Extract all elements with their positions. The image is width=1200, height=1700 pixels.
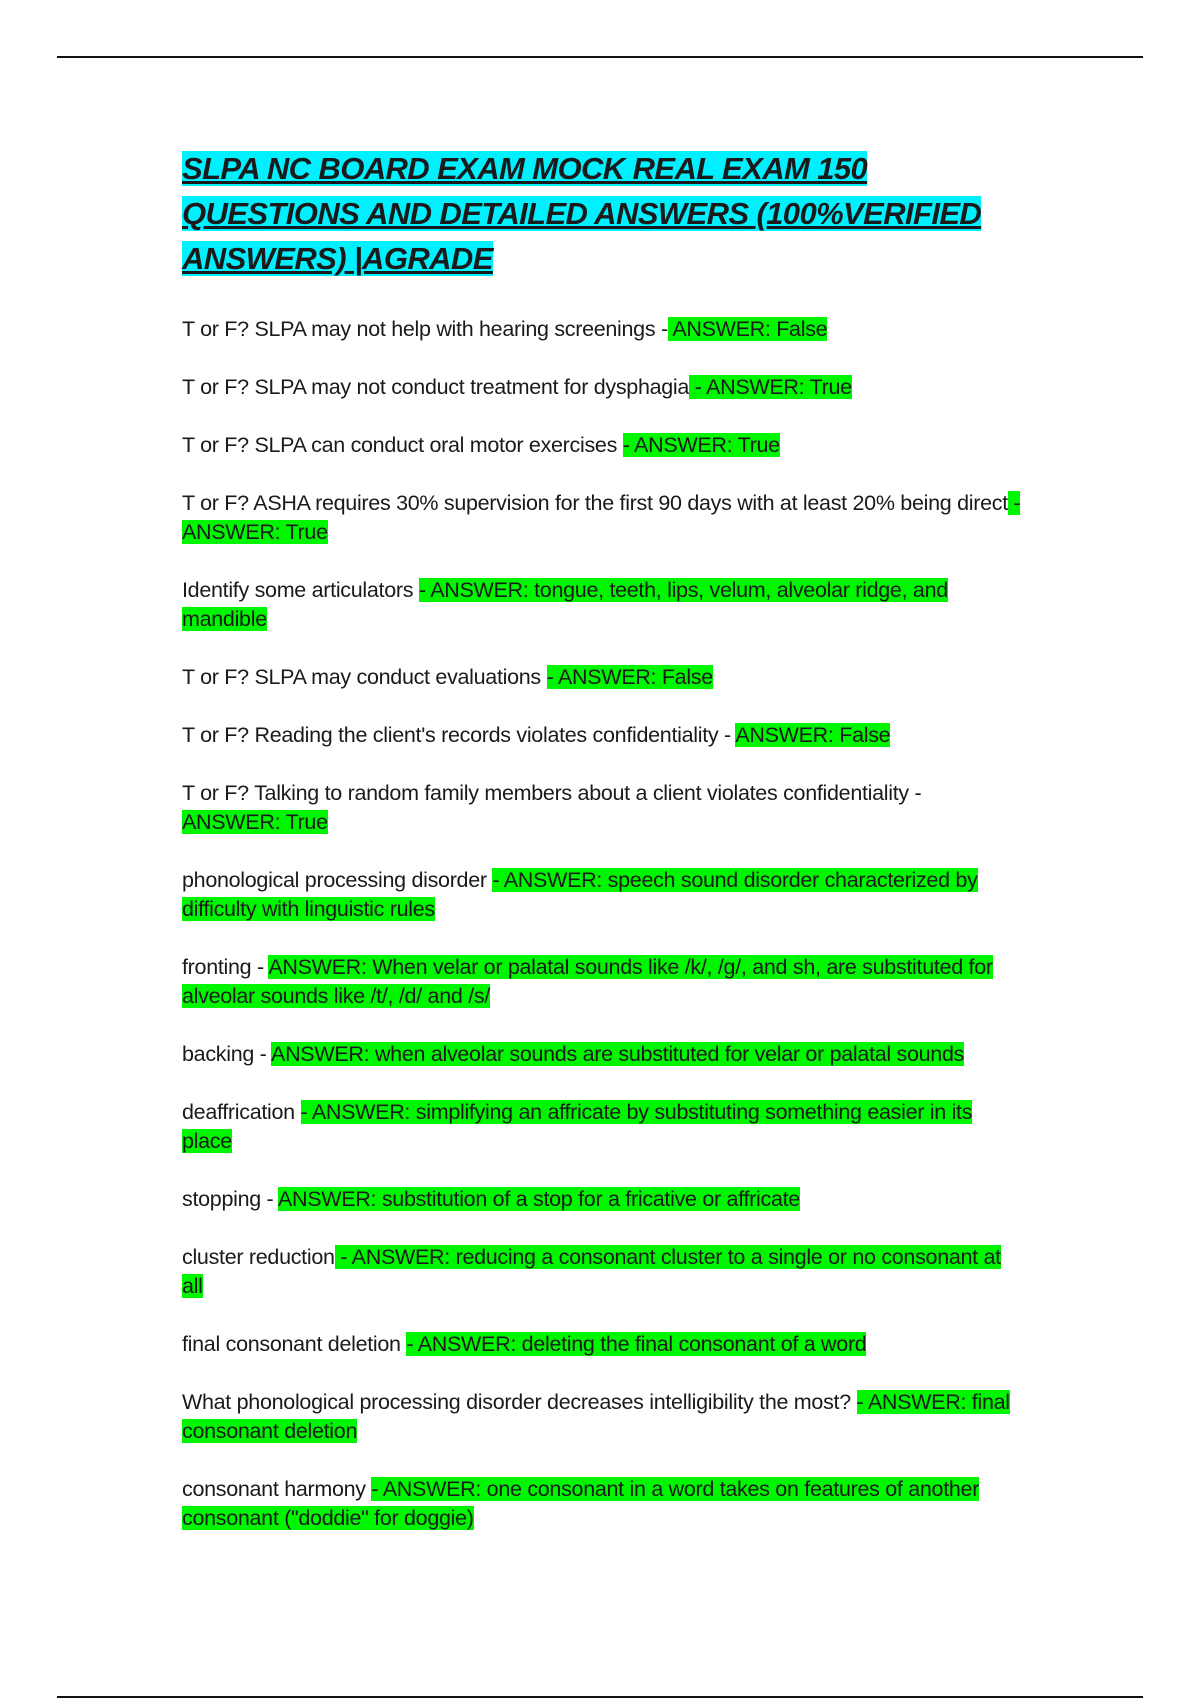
qa-item-13 [182,1185,1022,1214]
qa-item-8 [182,779,1022,837]
question-text: T or F? ASHA requires 30% supervision for the first 90 days with at least 20% being direct [182,491,1008,515]
question-text: backing - [182,1042,272,1066]
question-text: phonological processing disorder [182,868,493,892]
qa-item-11 [182,1040,1022,1069]
answer-text: ANSWER: when alveolar sounds are substituted for velar or palatal sounds [271,1042,965,1066]
qa-item-9 [182,866,1022,924]
answer-text: - ANSWER: reducing a consonant cluster to a single or no consonant at all [182,1245,1001,1298]
answer-text: ANSWER: False [667,317,828,341]
answer-text: ANSWER: False [735,723,891,747]
answer-text: - ANSWER: True [689,375,852,399]
qa-item-16 [182,1388,1022,1446]
question-text: T or F? Talking to random family members about a client violates confidentiality - [182,781,922,805]
title-highlight: SLPA NC BOARD EXAM MOCK REAL EXAM 150 QUESTIONS AND DETAILED ANSWERS (100%VERIFIED ANSWERS) |AGRADE [182,151,982,276]
answer-text: ANSWER: True [182,810,328,834]
question-text: T or F? SLPA can conduct oral motor exercises [182,433,623,457]
answer-text: ANSWER: When velar or palatal sounds like /k/, /g/, and sh, are substituted for alveolar sounds like /t/, /d/ and /s/ [182,955,993,1008]
qa-item-2 [182,373,1022,402]
answer-text: - ANSWER: True [622,433,780,457]
question-text: final consonant deletion [182,1332,407,1356]
qa-item-3 [182,431,1022,460]
document-body [182,146,1022,1562]
answer-text: - ANSWER: False [546,665,713,689]
question-text: deaffrication [182,1100,301,1124]
qa-item-4 [182,489,1022,547]
answer-text: - ANSWER: deleting the final consonant of a word [406,1332,867,1356]
qa-item-5 [182,576,1022,634]
qa-item-17 [182,1475,1022,1533]
question-text: cluster reduction [182,1245,335,1269]
answer-text: - ANSWER: one consonant in a word takes on features of another consonant ("doddie" for doggie) [182,1477,980,1530]
document-title [182,146,1022,281]
answer-text: - ANSWER: simplifying an affricate by substituting something easier in its place [182,1100,973,1153]
header-rule [57,56,1143,58]
question-text: T or F? SLPA may not help with hearing screenings - [182,317,668,341]
qa-item-15 [182,1330,1022,1359]
question-text: Identify some articulators [182,578,419,602]
question-text: consonant harmony [182,1477,372,1501]
qa-item-6 [182,663,1022,692]
qa-item-14 [182,1243,1022,1301]
footer-rule [57,1696,1143,1698]
question-text: What phonological processing disorder decreases intelligibility the most? [182,1390,857,1414]
question-text: T or F? SLPA may conduct evaluations [182,665,547,689]
qa-item-10 [182,953,1022,1011]
question-text: T or F? Reading the client's records violates confidentiality - [182,723,736,747]
qa-item-1 [182,315,1022,344]
question-text: stopping - [182,1187,278,1211]
answer-text: - ANSWER: tongue, teeth, lips, velum, alveolar ridge, and mandible [182,578,948,631]
answer-text: - ANSWER: final consonant deletion [182,1390,1010,1443]
answer-text: - ANSWER: speech sound disorder characterized by difficulty with linguistic rules [182,868,978,921]
qa-item-12 [182,1098,1022,1156]
qa-item-7 [182,721,1022,750]
question-text: T or F? SLPA may not conduct treatment for dysphagia [182,375,690,399]
question-text: fronting - [182,955,269,979]
answer-text: ANSWER: substitution of a stop for a fricative or affricate [277,1187,800,1211]
answer-text: - ANSWER: True [182,491,1021,544]
